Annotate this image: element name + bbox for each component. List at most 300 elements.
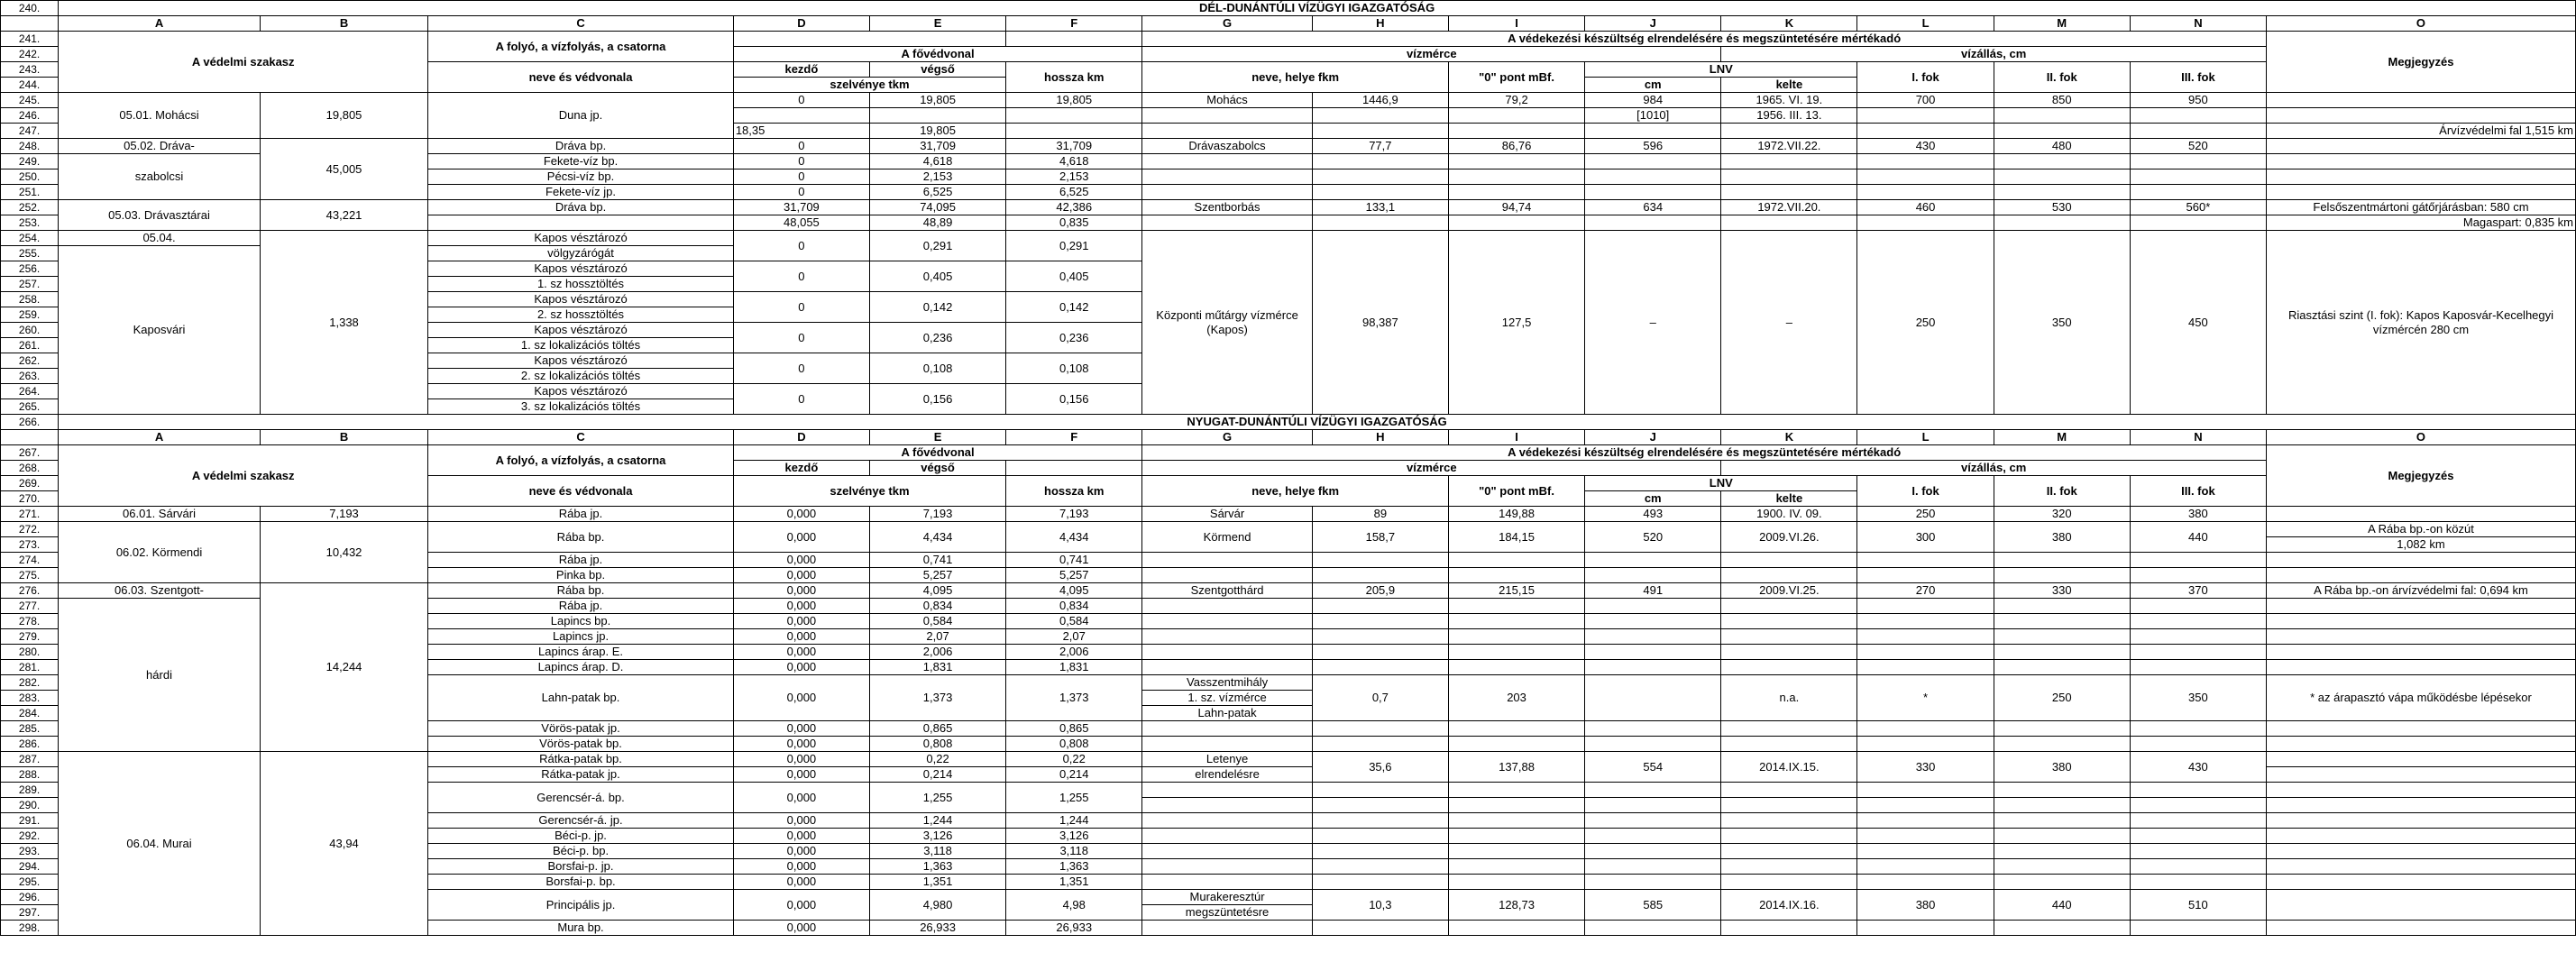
section-title-row (1, 1, 2576, 16)
row-number: 274. (1, 553, 59, 568)
cell-m (1994, 737, 2130, 752)
cell-d: 48,055 (733, 215, 869, 231)
cell-d: 0,000 (733, 875, 869, 890)
cell-d: 18,35 (733, 124, 869, 139)
cell-d: 0,000 (733, 752, 869, 767)
cell-d: 0,000 (733, 813, 869, 829)
cell-i (1448, 798, 1584, 813)
cell-h: 89 (1312, 507, 1448, 522)
cell-g (1142, 783, 1312, 798)
row-number: 258. (1, 292, 59, 307)
cell-e: 0,156 (869, 384, 1005, 415)
row-number: 297. (1, 905, 59, 921)
cell-c: Mura bp. (428, 921, 734, 936)
cell-j (1585, 645, 1721, 660)
cell-g (1142, 829, 1312, 844)
cell-c: Borsfai-p. bp. (428, 875, 734, 890)
cell-n (2130, 660, 2266, 675)
cell-c: Kapos vésztározó (428, 231, 734, 246)
cell-e: 74,095 (869, 200, 1005, 215)
cell-i (1448, 783, 1584, 798)
cell-k: 1900. IV. 09. (1721, 507, 1857, 522)
cell-l (1857, 154, 1994, 169)
cell-o (2266, 798, 2575, 813)
cell-d: 0,000 (733, 660, 869, 675)
cell-g: Drávaszabolcs (1142, 139, 1312, 154)
cell-n: 350 (2130, 675, 2266, 721)
cell-l (1857, 614, 1994, 629)
cell-g: Letenye (1142, 752, 1312, 767)
cell-k (1721, 599, 1857, 614)
row-number: 298. (1, 921, 59, 936)
cell-c: Fekete-víz jp. (428, 185, 734, 200)
cell-c: Rátka-patak bp. (428, 752, 734, 767)
cell-o (2266, 921, 2575, 936)
cell-n (2130, 798, 2266, 813)
cell-c: Rába jp. (428, 507, 734, 522)
row-number: 284. (1, 706, 59, 721)
column-letter: K (1721, 16, 1857, 32)
cell-i (1448, 629, 1584, 645)
cell-k (1721, 645, 1857, 660)
cell-h: 1446,9 (1312, 93, 1448, 108)
cell-n (2130, 844, 2266, 859)
cell-h (1312, 921, 1448, 936)
cell-c: Kapos vésztározó (428, 353, 734, 369)
cell-j (1585, 629, 1721, 645)
cell-b: 14,244 (260, 583, 427, 752)
cell-d: 0,000 (733, 553, 869, 568)
row-number: 259. (1, 307, 59, 323)
cell-i (1448, 108, 1584, 124)
cell-l (1857, 829, 1994, 844)
cell-c: Gerencsér-á. bp. (428, 783, 734, 813)
row-number: 272. (1, 522, 59, 537)
cell-l (1857, 185, 1994, 200)
table-row (1, 583, 2576, 599)
cell-c: Fekete-víz bp. (428, 154, 734, 169)
cell-n: 430 (2130, 752, 2266, 783)
header-hossza: hossza km (1006, 62, 1142, 93)
cell-d: 0,000 (733, 767, 869, 783)
cell-l: 700 (1857, 93, 1994, 108)
cell-f: 0,808 (1006, 737, 1142, 752)
cell-c: Pinka bp. (428, 568, 734, 583)
cell-h (1312, 875, 1448, 890)
cell-e: 1,244 (869, 813, 1005, 829)
cell-j: 554 (1585, 752, 1721, 783)
cell-f: 6,525 (1006, 185, 1142, 200)
cell-n: 380 (2130, 507, 2266, 522)
cell-m: 480 (1994, 139, 2130, 154)
cell-n: 560* (2130, 200, 2266, 215)
column-letter: B (260, 430, 427, 445)
cell-i: 79,2 (1448, 93, 1584, 108)
row-number: 262. (1, 353, 59, 369)
cell-c: 3. sz lokalizációs töltés (428, 399, 734, 415)
cell-m (1994, 568, 2130, 583)
cell-e: 1,373 (869, 675, 1005, 721)
column-letter: I (1448, 430, 1584, 445)
header-vizmerce: vízmérce (1142, 47, 1721, 62)
cell-n (2130, 629, 2266, 645)
cell-b: 10,432 (260, 522, 427, 583)
cell-k (1721, 829, 1857, 844)
cell-h (1312, 169, 1448, 185)
cell-j (1585, 783, 1721, 798)
cell-o: Felsőszentmártoni gátőrjárásban: 580 cm (2266, 200, 2575, 215)
cell-m (1994, 599, 2130, 614)
cell-f (1006, 108, 1142, 124)
column-letter: B (260, 16, 427, 32)
cell-a: Kaposvári (59, 246, 261, 415)
cell-n (2130, 875, 2266, 890)
cell-o (2266, 859, 2575, 875)
column-letter: D (733, 430, 869, 445)
cell-i (1448, 721, 1584, 737)
cell-l: 250 (1857, 231, 1994, 415)
header-vegso: végső (869, 62, 1005, 78)
cell-f: 1,831 (1006, 660, 1142, 675)
column-letter: E (869, 16, 1005, 32)
cell-m: 350 (1994, 231, 2130, 415)
row-number: 275. (1, 568, 59, 583)
column-letter: C (428, 16, 734, 32)
cell-k (1721, 169, 1857, 185)
cell-f (1006, 124, 1142, 139)
cell-e: 2,153 (869, 169, 1005, 185)
cell-i (1448, 614, 1584, 629)
cell-o (2266, 844, 2575, 859)
cell-i: 203 (1448, 675, 1584, 721)
cell-n (2130, 737, 2266, 752)
cell-g (1142, 215, 1312, 231)
cell-d: 0 (733, 292, 869, 323)
cell-m (1994, 844, 2130, 859)
cell-o: * az árapasztó vápa működésbe lépésekor (2266, 675, 2575, 721)
cell-b: 45,005 (260, 139, 427, 200)
header-kezdo: kezdő (733, 62, 869, 78)
row-number: 243. (1, 62, 59, 78)
cell-e: 3,126 (869, 829, 1005, 844)
cell-m (1994, 645, 2130, 660)
header-lnv: LNV (1585, 62, 1857, 78)
cell-j (1585, 859, 1721, 875)
header-lnv: LNV (1585, 476, 1857, 491)
cell-h (1312, 215, 1448, 231)
cell-o (2266, 629, 2575, 645)
cell-g (1142, 645, 1312, 660)
cell-f: 2,153 (1006, 169, 1142, 185)
cell-e: 6,525 (869, 185, 1005, 200)
header-folyo: A folyó, a vízfolyás, a csatorna (428, 32, 734, 62)
cell-c: 1. sz hossztöltés (428, 277, 734, 292)
cell-f: 0,741 (1006, 553, 1142, 568)
cell-g (1142, 154, 1312, 169)
cell-o (2266, 507, 2575, 522)
row-number: 276. (1, 583, 59, 599)
cell-m (1994, 875, 2130, 890)
cell-d: 0,000 (733, 629, 869, 645)
cell-m (1994, 813, 2130, 829)
cell-c: Duna jp. (428, 93, 734, 139)
cell-h (1312, 829, 1448, 844)
cell-e: 4,980 (869, 890, 1005, 921)
cell-j (1585, 154, 1721, 169)
cell-k: 2014.IX.16. (1721, 890, 1857, 921)
cell-f: 0,156 (1006, 384, 1142, 415)
cell-i (1448, 169, 1584, 185)
header-szakasz: A védelmi szakasz (59, 445, 428, 507)
cell-f: 0,584 (1006, 614, 1142, 629)
cell-m: 530 (1994, 200, 2130, 215)
row-number: 281. (1, 660, 59, 675)
cell-l (1857, 844, 1994, 859)
cell-k: 2009.VI.25. (1721, 583, 1857, 599)
cell-o (2266, 599, 2575, 614)
cell-j (1585, 829, 1721, 844)
cell-g (1142, 798, 1312, 813)
header-hossza: hossza km (1006, 476, 1142, 507)
row-number: 285. (1, 721, 59, 737)
cell-k (1721, 629, 1857, 645)
row-number: 280. (1, 645, 59, 660)
cell-o (2266, 185, 2575, 200)
cell-i (1448, 813, 1584, 829)
cell-n (2130, 169, 2266, 185)
column-letter: J (1585, 430, 1721, 445)
cell-c: Béci-p. jp. (428, 829, 734, 844)
cell-m: 250 (1994, 675, 2130, 721)
cell-o (2266, 767, 2575, 783)
cell-l (1857, 553, 1994, 568)
cell-e: 0,834 (869, 599, 1005, 614)
cell-g: Murakeresztúr (1142, 890, 1312, 905)
cell-e: 26,933 (869, 921, 1005, 936)
row-number: 244. (1, 78, 59, 93)
cell-g (1142, 169, 1312, 185)
header-szakasz: A védelmi szakasz (59, 32, 428, 93)
cell-c: Kapos vésztározó (428, 292, 734, 307)
cell-d (733, 108, 869, 124)
cell-f: 0,865 (1006, 721, 1142, 737)
cell-h (1312, 859, 1448, 875)
cell-i (1448, 829, 1584, 844)
cell-k (1721, 813, 1857, 829)
cell-n (2130, 154, 2266, 169)
cell-e: 7,193 (869, 507, 1005, 522)
cell-m: 850 (1994, 93, 2130, 108)
cell-c: Borsfai-p. jp. (428, 859, 734, 875)
cell-k: – (1721, 231, 1857, 415)
header-fok1: I. fok (1857, 62, 1994, 93)
cell-d: 0,000 (733, 737, 869, 752)
row-number: 283. (1, 691, 59, 706)
cell-m: 440 (1994, 890, 2130, 921)
cell-d: 0 (733, 384, 869, 415)
row-number: 295. (1, 875, 59, 890)
cell-f: 0,108 (1006, 353, 1142, 384)
cell-c: Lapincs bp. (428, 614, 734, 629)
cell-i (1448, 844, 1584, 859)
cell-d: 0,000 (733, 583, 869, 599)
row-number: 289. (1, 783, 59, 798)
cell-c: Kapos vésztározó (428, 384, 734, 399)
cell-d: 0 (733, 154, 869, 169)
cell-m (1994, 783, 2130, 798)
header-vizallas: vízállás, cm (1721, 47, 2267, 62)
cell-l (1857, 124, 1994, 139)
cell-e: 1,831 (869, 660, 1005, 675)
cell-c: Vörös-patak jp. (428, 721, 734, 737)
header-fok2: II. fok (1994, 476, 2130, 507)
cell-l: 430 (1857, 139, 1994, 154)
row-number: 240. (1, 1, 59, 16)
cell-h (1312, 798, 1448, 813)
cell-k (1721, 798, 1857, 813)
cell-g: Szentborbás (1142, 200, 1312, 215)
row-number: 286. (1, 737, 59, 752)
cell-n (2130, 813, 2266, 829)
cell-g (1142, 660, 1312, 675)
cell-h: 35,6 (1312, 752, 1448, 783)
cell-k: 1972.VII.20. (1721, 200, 1857, 215)
cell-a: 05.04. (59, 231, 261, 246)
cell-m (1994, 169, 2130, 185)
cell-l (1857, 798, 1994, 813)
cell-f: 0,834 (1006, 599, 1142, 614)
column-letter: I (1448, 16, 1584, 32)
header-fovedvonal: A fővédvonal (733, 47, 1142, 62)
cell-h (1312, 629, 1448, 645)
column-letter: E (869, 430, 1005, 445)
cell-l: 300 (1857, 522, 1994, 553)
row-number: 290. (1, 798, 59, 813)
cell-j (1585, 675, 1721, 721)
cell-n (2130, 614, 2266, 629)
cell-n: 520 (2130, 139, 2266, 154)
cell-e: 1,255 (869, 783, 1005, 813)
cell-k: 1965. VI. 19. (1721, 93, 1857, 108)
cell-a: 05.02. Dráva- (59, 139, 261, 154)
header-szelvenye: szelvénye tkm (733, 476, 1005, 507)
cell-e: 0,291 (869, 231, 1005, 261)
row-number: 294. (1, 859, 59, 875)
cell-a: szabolcsi (59, 154, 261, 200)
cell-d: 0 (733, 231, 869, 261)
cell-e: 48,89 (869, 215, 1005, 231)
section-title-row (1, 415, 2576, 430)
cell-l (1857, 859, 1994, 875)
row-number: 292. (1, 829, 59, 844)
cell-e: 0,865 (869, 721, 1005, 737)
column-letter: K (1721, 430, 1857, 445)
row-number: 254. (1, 231, 59, 246)
cell-i (1448, 660, 1584, 675)
row-number: 256. (1, 261, 59, 277)
row-number: 296. (1, 890, 59, 905)
row-number: 260. (1, 323, 59, 338)
cell-g: Lahn-patak (1142, 706, 1312, 721)
cell-h (1312, 599, 1448, 614)
table-row (1, 200, 2576, 215)
column-letter: F (1006, 430, 1142, 445)
cell-o: 1,082 km (2266, 537, 2575, 553)
cell-o (2266, 890, 2575, 921)
cell-k (1721, 737, 1857, 752)
cell-f: 0,214 (1006, 767, 1142, 783)
cell-i: 127,5 (1448, 231, 1584, 415)
cell-m: 380 (1994, 522, 2130, 553)
cell-e: 1,351 (869, 875, 1005, 890)
row-number: 264. (1, 384, 59, 399)
cell-e: 4,095 (869, 583, 1005, 599)
column-letter: N (2130, 430, 2266, 445)
header-kelte: kelte (1721, 78, 1857, 93)
row-number (1, 16, 59, 32)
cell-k: 2009.VI.26. (1721, 522, 1857, 553)
cell-l (1857, 629, 1994, 645)
cell-l (1857, 108, 1994, 124)
row-number: 255. (1, 246, 59, 261)
cell-j (1585, 721, 1721, 737)
cell-m (1994, 629, 2130, 645)
row-number: 288. (1, 767, 59, 783)
header-folyo: A folyó, a vízfolyás, a csatorna (428, 445, 734, 476)
cell-l: * (1857, 675, 1994, 721)
cell-a: hárdi (59, 599, 261, 752)
cell-l (1857, 645, 1994, 660)
cell-g (1142, 875, 1312, 890)
cell-l (1857, 783, 1994, 798)
cell-d: 0,000 (733, 890, 869, 921)
cell-k (1721, 875, 1857, 890)
row-number: 247. (1, 124, 59, 139)
cell-f: 0,236 (1006, 323, 1142, 353)
cell-g: Mohács (1142, 93, 1312, 108)
cell-g (1142, 568, 1312, 583)
cell-f: 0,835 (1006, 215, 1142, 231)
cell-f: 31,709 (1006, 139, 1142, 154)
cell-e: 0,214 (869, 767, 1005, 783)
cell-c: Béci-p. bp. (428, 844, 734, 859)
cell-f: 7,193 (1006, 507, 1142, 522)
cell-j: 596 (1585, 139, 1721, 154)
cell-c: Kapos vésztározó (428, 261, 734, 277)
cell-l (1857, 660, 1994, 675)
row-number: 270. (1, 491, 59, 507)
cell-g: Sárvár (1142, 507, 1312, 522)
cell-b: 43,94 (260, 752, 427, 936)
row-number: 253. (1, 215, 59, 231)
table-row (1, 507, 2576, 522)
cell-j: 493 (1585, 507, 1721, 522)
cell-i (1448, 154, 1584, 169)
cell-m (1994, 185, 2130, 200)
cell-h: 0,7 (1312, 675, 1448, 721)
cell-l: 250 (1857, 507, 1994, 522)
cell-m (1994, 921, 2130, 936)
cell-e: 0,108 (869, 353, 1005, 384)
cell-o (2266, 139, 2575, 154)
cell-d: 0 (733, 353, 869, 384)
cell-j: 585 (1585, 890, 1721, 921)
cell-h (1312, 660, 1448, 675)
cell-c: Vörös-patak bp. (428, 737, 734, 752)
cell-h: 10,3 (1312, 890, 1448, 921)
column-letter: L (1857, 16, 1994, 32)
cell-o (2266, 169, 2575, 185)
